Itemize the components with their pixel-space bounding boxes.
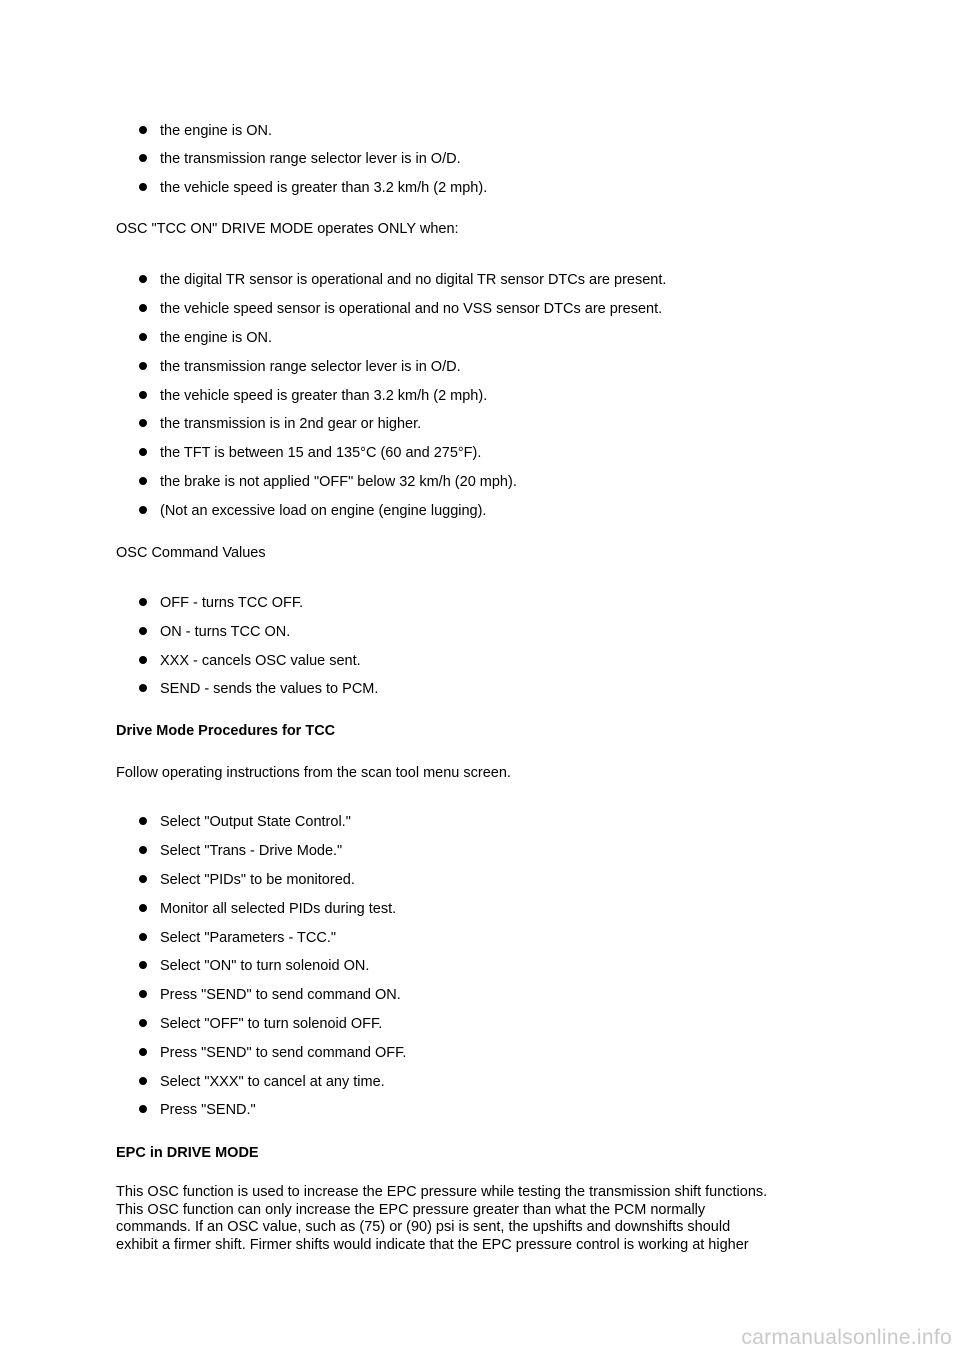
list-item bbox=[139, 122, 272, 140]
paragraph: Follow operating instructions from the scan tool menu screen. bbox=[116, 765, 511, 781]
list-item-text: Press "SEND" to send command ON. bbox=[160, 987, 401, 1003]
list-item-text: SEND - sends the values to PCM. bbox=[160, 681, 379, 697]
bullet-icon bbox=[139, 1048, 147, 1056]
paragraph-line: This OSC function is used to increase the EPC pressure while testing the transmission shift functions. bbox=[116, 1184, 768, 1200]
list-item-text: the digital TR sensor is operational and no digital TR sensor DTCs are present. bbox=[160, 272, 667, 288]
list-item bbox=[139, 1015, 382, 1033]
bullet-icon bbox=[139, 933, 147, 941]
list-item-text: Select "Output State Control." bbox=[160, 814, 351, 830]
list-item bbox=[139, 1073, 385, 1091]
bullet-icon bbox=[139, 419, 147, 427]
list-item-text: the transmission is in 2nd gear or higher. bbox=[160, 416, 422, 432]
bullet-icon bbox=[139, 154, 147, 162]
list-item bbox=[139, 594, 303, 612]
list-item bbox=[139, 150, 461, 168]
paragraph-line: exhibit a firmer shift. Firmer shifts would indicate that the EPC pressure control is working at higher bbox=[116, 1236, 749, 1253]
list-item-text: ON - turns TCC ON. bbox=[160, 624, 291, 640]
list-item bbox=[139, 900, 396, 918]
bullet-icon bbox=[139, 817, 147, 825]
paragraph: OSC Command Values bbox=[116, 545, 266, 561]
list-item bbox=[139, 415, 421, 433]
list-item bbox=[139, 813, 351, 831]
list-item-text: Select "Parameters - TCC." bbox=[160, 930, 337, 946]
list-item-text: Press "SEND" to send command OFF. bbox=[160, 1045, 407, 1061]
list-item-text: the engine is ON. bbox=[160, 123, 273, 139]
bullet-icon bbox=[139, 333, 147, 341]
bullet-icon bbox=[139, 904, 147, 912]
list-item bbox=[139, 957, 369, 975]
list-item bbox=[139, 986, 401, 1004]
bullet-icon bbox=[139, 961, 147, 969]
paragraph-line: commands. If an OSC value, such as (75) or (90) psi is sent, the upshifts and downshifts should bbox=[116, 1219, 731, 1235]
bullet-icon bbox=[139, 627, 147, 635]
list-item bbox=[139, 502, 486, 520]
section-heading: Drive Mode Procedures for TCC bbox=[116, 723, 336, 739]
list-item-text: (Not an excessive load on engine (engine lugging). bbox=[160, 503, 487, 519]
paragraph-line: This OSC function can only increase the EPC pressure greater than what the PCM normally bbox=[116, 1201, 706, 1218]
bullet-icon bbox=[139, 477, 147, 485]
list-item-text: Select "XXX" to cancel at any time. bbox=[160, 1074, 385, 1090]
list-item bbox=[139, 871, 355, 889]
watermark: carmanualsonline.info bbox=[741, 1326, 952, 1349]
bullet-icon bbox=[139, 126, 147, 134]
bullet-icon bbox=[139, 598, 147, 606]
list-item-text: the brake is not applied "OFF" below 32 km/h (20 mph). bbox=[160, 474, 517, 490]
list-item-text: Press "SEND." bbox=[160, 1102, 256, 1118]
bullet-icon bbox=[139, 275, 147, 283]
list-item bbox=[139, 387, 487, 405]
paragraph bbox=[116, 1184, 856, 1254]
list-item-text: the vehicle speed is greater than 3.2 km/h (2 mph). bbox=[160, 180, 488, 196]
bullet-icon bbox=[139, 391, 147, 399]
bullet-icon bbox=[139, 183, 147, 191]
list-item bbox=[139, 652, 361, 670]
list-item-text: the transmission range selector lever is in O/D. bbox=[160, 151, 461, 167]
bullet-icon bbox=[139, 1019, 147, 1027]
list-item-text: Select "PIDs" to be monitored. bbox=[160, 872, 355, 888]
bullet-icon bbox=[139, 846, 147, 854]
list-item bbox=[139, 329, 272, 347]
list-item bbox=[139, 444, 481, 462]
list-item bbox=[139, 623, 290, 641]
list-item-text: Select "OFF" to turn solenoid OFF. bbox=[160, 1016, 383, 1032]
bullet-icon bbox=[139, 1077, 147, 1085]
list-item bbox=[139, 680, 378, 698]
list-item-text: the TFT is between 15 and 135°C (60 and 275°F). bbox=[160, 445, 482, 461]
bullet-icon bbox=[139, 1105, 147, 1113]
list-item bbox=[139, 1101, 256, 1119]
list-item bbox=[139, 271, 666, 289]
list-item-text: OFF - turns TCC OFF. bbox=[160, 595, 304, 611]
list-item bbox=[139, 358, 461, 376]
list-item bbox=[139, 179, 487, 197]
bullet-icon bbox=[139, 362, 147, 370]
list-item-text: Select "ON" to turn solenoid ON. bbox=[160, 958, 370, 974]
bullet-icon bbox=[139, 304, 147, 312]
section-heading: EPC in DRIVE MODE bbox=[116, 1145, 259, 1161]
list-item-text: the transmission range selector lever is in O/D. bbox=[160, 359, 461, 375]
list-item bbox=[139, 842, 342, 860]
bullet-icon bbox=[139, 448, 147, 456]
bullet-icon bbox=[139, 656, 147, 664]
list-item-text: Monitor all selected PIDs during test. bbox=[160, 901, 397, 917]
list-item-text: the vehicle speed is greater than 3.2 km/h (2 mph). bbox=[160, 388, 488, 404]
list-item-text: Select "Trans - Drive Mode." bbox=[160, 843, 343, 859]
list-item-text: XXX - cancels OSC value sent. bbox=[160, 653, 361, 669]
bullet-icon bbox=[139, 875, 147, 883]
list-item bbox=[139, 929, 336, 947]
bullet-icon bbox=[139, 684, 147, 692]
paragraph: OSC "TCC ON" DRIVE MODE operates ONLY when: bbox=[116, 221, 459, 237]
list-item bbox=[139, 1044, 406, 1062]
bullet-icon bbox=[139, 990, 147, 998]
list-item bbox=[139, 300, 662, 318]
list-item-text: the vehicle speed sensor is operational and no VSS sensor DTCs are present. bbox=[160, 301, 663, 317]
list-item-text: the engine is ON. bbox=[160, 330, 273, 346]
list-item bbox=[139, 473, 517, 491]
bullet-icon bbox=[139, 506, 147, 514]
